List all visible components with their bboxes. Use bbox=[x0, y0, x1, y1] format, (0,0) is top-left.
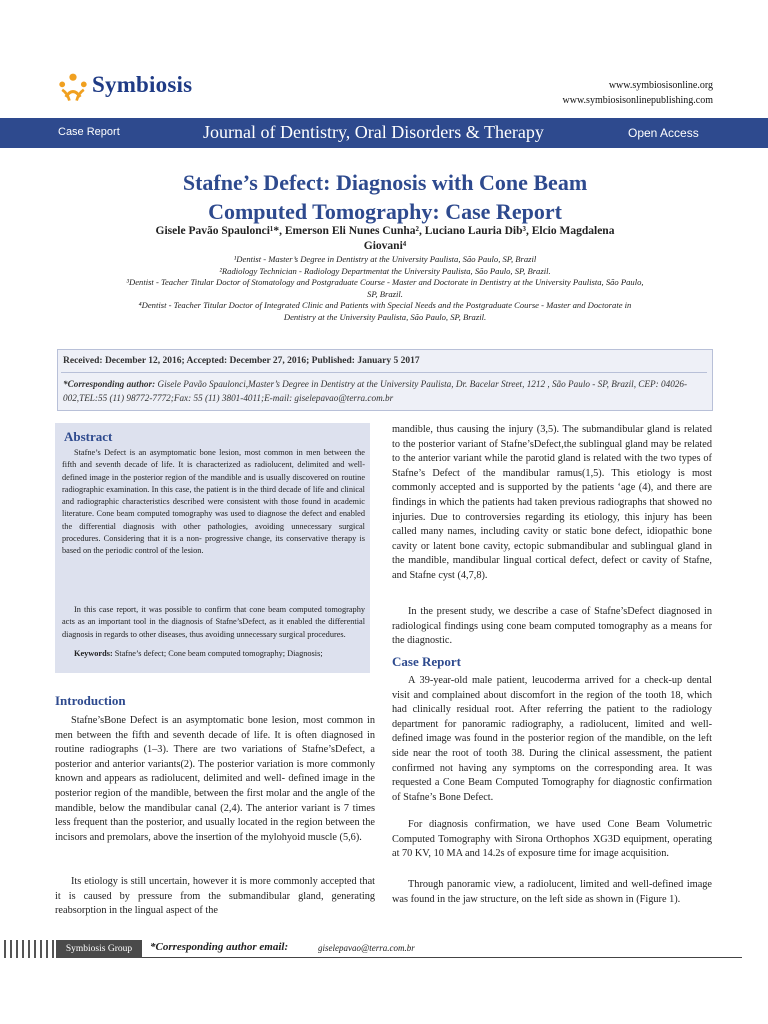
affiliation: ¹Dentist - Master’s Degree in Dentistry at the University Paulista, São Paulo, SP, Brazil bbox=[233, 254, 537, 264]
authors-line-2: Giovani⁴ bbox=[363, 240, 407, 252]
website-link[interactable]: www.symbiosisonline.org bbox=[608, 80, 713, 91]
title-line-2: Computed Tomography: Case Report bbox=[208, 199, 562, 224]
keywords-text: Stafne’s defect; Cone beam computed tomography; Diagnosis; bbox=[112, 649, 323, 658]
footer-decoration bbox=[0, 940, 56, 958]
corresponding-author-details: Gisele Pavão Spaulonci,Master’s Degree in Dentistry at the University Paulista, Dr. Bacelar Street, 1212 , São Paulo - SP, Brazil, CEP: 04026-002,TEL:55 (11) 98772-7772;Fax: 55 (11) 3801-4011;E-mail: giselepavao@terra.com.br bbox=[63, 379, 688, 403]
open-access-label: Open Access bbox=[628, 126, 699, 140]
paper-title bbox=[90, 168, 680, 226]
journal-title: Journal of Dentistry, Oral Disorders & Therapy bbox=[203, 122, 544, 142]
affiliations bbox=[60, 254, 710, 323]
footer-email-label: *Corresponding author email: bbox=[150, 941, 289, 953]
abstract-paragraph: Stafne’s Defect is an asymptomatic bone lesion, most common in men between the fifth and seventh decade of life. It is characterized as radiolucent, delimited and well- defined image in the posterior region of the mandible and is usually discovered on routine radiographic examination. In this case, the patient is in the third decade of life and clinical and radiographic characteristics described were consistent with those found in academic literature. Cone beam computed tomography was used to diagnose the defect and enabled the differential diagnosis with other pathologies, avoiding unnecessary surgical procedures. Considering that it is a non- progressive change, its conservative therapy is based on the periodic control of the lesion. bbox=[62, 448, 365, 556]
publication-dates: Received: December 12, 2016; Accepted: December 27, 2016; Published: January 5 2017 bbox=[63, 356, 420, 366]
affiliation: ²Radiology Technician - Radiology Departmentat the University Paulista, São Paulo, SP, Brazil. bbox=[219, 265, 551, 276]
introduction-paragraph: Its etiology is still uncertain, however it is more commonly accepted that it is caused by pressure from the submandibular gland, generating reabsorption in the lingual aspect of the bbox=[55, 876, 375, 917]
article-type: Case Report bbox=[58, 126, 120, 138]
case-report-heading: Case Report bbox=[392, 654, 461, 669]
abstract-paragraph: In this case report, it was possible to confirm that cone beam computed tomography acts as an important tool in the diagnosis of Stafne’sDefect, as it enabled the differential diagnosis in regards to other diseases, thus avoiding unnecessary surgical procedures. bbox=[62, 605, 365, 639]
case-report-paragraph: Through panoramic view, a radiolucent, limited and well-defined image was found in the jaw structure, on the left side as shown in (Figure 1). bbox=[392, 879, 712, 905]
case-report-paragraph: A 39-year-old male patient, leucoderma arrived for a check-up dental visit and complained about discomfort in the region of the tooth 18, which had clinically residual root. After referring the patient to the radiology department for panoramic radiography, a radiolucent, limited and well-defined image was found in the posterior region of the mandible, on the left side near the root of tooth 38. During the clinical assessment, the patient confirmed not having any symptoms on the corresponding area. It was requested a Cone Beam Computed Tomography for diagnostic confirmation of Stafne’s Bone Defect. bbox=[392, 675, 712, 803]
footer-publisher: Symbiosis Group bbox=[56, 940, 142, 958]
affiliation: ⁴Dentist - Teacher Titular Doctor of Integrated Clinic and Patients with Special Needs and the Postgraduate Course - Master and Doctorate in bbox=[138, 300, 632, 310]
footer-email[interactable]: giselepavao@terra.com.br bbox=[318, 943, 415, 953]
corresponding-author bbox=[63, 377, 705, 405]
affiliation: ³Dentist - Teacher Titular Doctor of Stomatology and Postgraduate Course - Master and Doctorate in Dentistry at the University Paulista, São Paulo, bbox=[126, 277, 644, 287]
keywords bbox=[62, 648, 365, 660]
author-list bbox=[120, 224, 650, 254]
introduction-heading: Introduction bbox=[55, 693, 126, 708]
body-paragraph: mandible, thus causing the injury (3,5). The submandibular gland is related to the posterior variant of Stafne’sDefect,the sublingual gland may be related to the anterior variant while the parotid gland is related with the two types of Stafne’s Defect of the mandibular ramus(1,5). This etiology is most commonly accepted and is supported by the patients ‘age (4), and there are findings in which the patients had taken previous radiographs that showed no injuries. Due to controversies regarding its etiology, this injury has been called many names, including cavity or static bone defect, idiopathic bone cavity or latent bone cavity, ectopic submandibular and sublingual gland in the mandible, mandibular lingual cortical defect, defect or cavity of Stafne, and Stafne cyst (4,7,8). bbox=[392, 424, 712, 581]
authors-line-1: Gisele Pavão Spaulonci¹*, Emerson Eli Nunes Cunha², Luciano Lauria Dib³, Elcio Magdalena bbox=[155, 225, 615, 237]
symbiosis-logo-icon bbox=[55, 70, 91, 106]
keywords-label: Keywords: bbox=[74, 649, 113, 658]
brand-name: Symbiosis bbox=[92, 72, 193, 97]
abstract-heading: Abstract bbox=[64, 429, 113, 444]
case-report-paragraph: For diagnosis confirmation, we have used Cone Beam Volumetric Computed Tomography with Sirona Orthophos XG3D equipment, operating at 70 KV, 10 MA and 14.2s of exposure time for image acquisition. bbox=[392, 819, 712, 860]
introduction-paragraph: Stafne’sBone Defect is an asymptomatic bone lesion, most common in men between the fifth and seventh decade of life. It is often diagnosed in routine radiographs (1–3). There are two variations of Stafne’sDefect, a posterior and anterior variants(2). The posterior variation is more commonly known and appears as radiolucent, delimited and well- defined image in the posterior region of the mandible, between the first molar and the angle of the mandible, below the mandibular canal (2,4). The anterior variant is 7 times less frequent than the posterior, and usually located in the region between the incisors and premolars, above the insertion of the mylohyoid muscle (5,6). bbox=[55, 715, 375, 843]
title-line-1: Stafne’s Defect: Diagnosis with Cone Beam bbox=[182, 170, 588, 195]
publishing-link[interactable]: www.symbiosisonlinepublishing.com bbox=[562, 95, 713, 106]
body-paragraph: In the present study, we describe a case of Stafne’sDefect diagnosed in radiological findings using cone beam computed tomography as a means for the diagnostic. bbox=[392, 606, 712, 647]
corresponding-author-label: *Corresponding author: bbox=[63, 379, 156, 389]
affiliation: Dentistry at the University Paulista, São Paulo, SP, Brazil. bbox=[283, 311, 487, 322]
affiliation: SP, Brazil. bbox=[367, 288, 403, 299]
footer-rule bbox=[142, 957, 742, 958]
divider bbox=[61, 372, 707, 373]
